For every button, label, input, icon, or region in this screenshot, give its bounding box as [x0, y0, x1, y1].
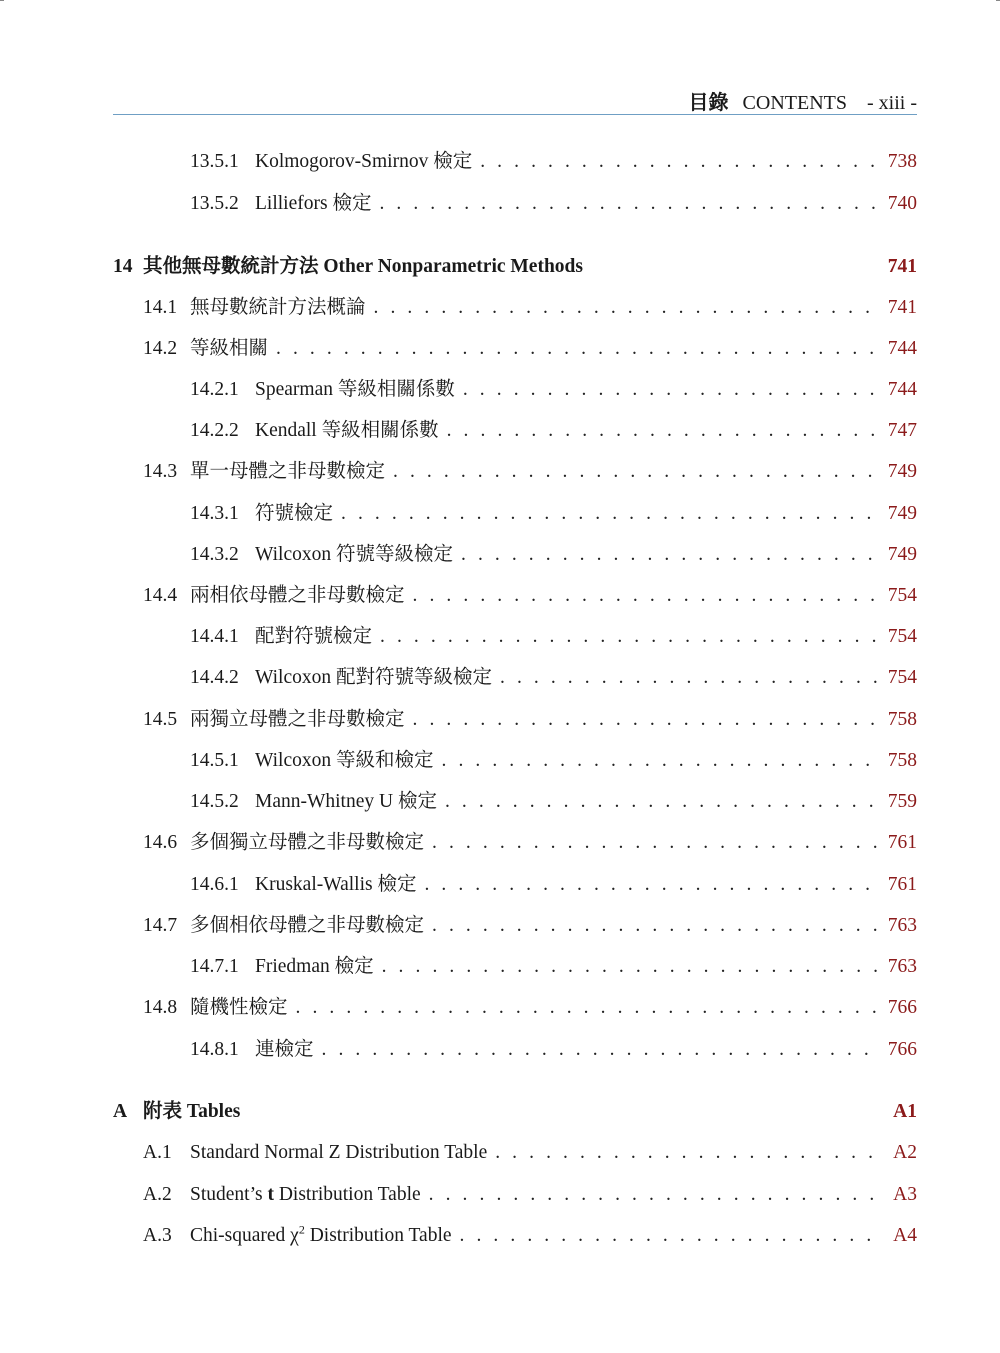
toc-entry-page-link[interactable]: 754	[887, 667, 917, 688]
toc-entry-title: 其他無母數統計方法 Other Nonparametric Methods	[143, 256, 583, 277]
header-chinese-title: 目錄	[688, 92, 729, 114]
toc-section-entry[interactable]	[113, 457, 917, 487]
toc-entry-number: 14	[113, 256, 133, 277]
toc-chapter-entry[interactable]	[113, 1097, 917, 1127]
toc-entry-number: 13.5.1	[190, 151, 239, 172]
toc-section-entry[interactable]	[113, 1035, 917, 1065]
leader-dots	[432, 911, 878, 941]
toc-section-entry[interactable]	[113, 1221, 917, 1251]
toc-section-entry[interactable]	[113, 746, 917, 776]
toc-entry-page-link[interactable]: 744	[887, 338, 917, 359]
toc-section-entry[interactable]	[113, 293, 917, 323]
toc-section-entry[interactable]	[113, 952, 917, 982]
leader-dots	[413, 581, 878, 611]
toc-section-entry[interactable]	[113, 911, 917, 941]
toc-entry-title: Kruskal-Wallis 檢定	[255, 874, 417, 895]
toc-section-entry[interactable]	[113, 787, 917, 817]
toc-entry-page-link[interactable]: 766	[887, 997, 917, 1018]
toc-entry-page-link[interactable]: 749	[887, 544, 917, 565]
toc-entry-number: 14.5.2	[190, 791, 239, 812]
toc-entry-number: 14.6	[143, 832, 178, 853]
leader-dots	[442, 746, 878, 776]
leader-dots	[500, 663, 878, 693]
leader-dots	[445, 787, 878, 817]
toc-entry-title: 兩獨立母體之非母數檢定	[190, 709, 405, 730]
toc-chapter-entry[interactable]	[113, 252, 917, 282]
toc-entry-title: Kendall 等級相關係數	[255, 420, 439, 441]
toc-entry-page-link[interactable]: 761	[887, 832, 917, 853]
toc-entry-title: Wilcoxon 配對符號等級檢定	[255, 667, 492, 688]
toc-entry-number: 14.8.1	[190, 1039, 239, 1060]
leader-dots	[296, 993, 878, 1023]
leader-dots	[276, 334, 878, 364]
leader-dots	[461, 540, 878, 570]
toc-entry-title: Wilcoxon 符號等級檢定	[255, 544, 453, 565]
leader-dots	[463, 375, 878, 405]
toc-entry-number: 14.3.1	[190, 503, 239, 524]
toc-entry-title: Chi-squared $\chi^2$ Distribution Table	[190, 1222, 452, 1246]
leader-dots	[413, 705, 878, 735]
toc-entry-number: A.2	[143, 1184, 172, 1205]
toc-entry-number: 14.4	[143, 585, 178, 606]
leader-dots	[495, 1138, 883, 1168]
toc-section-entry[interactable]	[113, 1138, 917, 1168]
toc-entry-number: 14.5	[143, 709, 178, 730]
toc-entry-number: 14.7.1	[190, 956, 239, 977]
toc-entry-page-link[interactable]: 738	[887, 151, 917, 172]
toc-entry-title: Friedman 檢定	[255, 956, 374, 977]
toc-entry-page-link[interactable]: 758	[887, 709, 917, 730]
toc-entry-title: 等級相關	[190, 338, 269, 359]
leader-dots	[322, 1035, 878, 1065]
toc-entry-number: 14.8	[143, 997, 178, 1018]
leader-dots	[480, 147, 878, 177]
toc-entry-number: 14.3.2	[190, 544, 239, 565]
toc-section-entry[interactable]	[113, 540, 917, 570]
toc-entry-title: 隨機性檢定	[190, 997, 288, 1018]
leader-dots	[379, 189, 877, 219]
toc-entry-number: A.3	[143, 1225, 172, 1246]
toc-entry-page-link[interactable]: 749	[887, 503, 917, 524]
toc-entry-number: 14.7	[143, 915, 178, 936]
leader-dots	[393, 457, 878, 487]
leader-dots	[382, 952, 878, 982]
leader-dots	[447, 416, 878, 446]
toc-entry-page-link[interactable]: 761	[887, 874, 917, 895]
toc-section-entry[interactable]	[113, 705, 917, 735]
leader-dots	[429, 1180, 884, 1210]
toc-entry-page-link[interactable]: A3	[893, 1184, 917, 1205]
toc-entry-page-link[interactable]: 754	[887, 626, 917, 647]
toc-entry-page-link[interactable]: A4	[893, 1225, 917, 1246]
toc-entry-page-link[interactable]: 741	[887, 256, 917, 277]
toc-section-entry[interactable]	[113, 622, 917, 652]
toc-entry-number: 13.5.2	[190, 193, 239, 214]
leader-dots	[460, 1221, 884, 1251]
toc-entry-page-link[interactable]: 766	[887, 1039, 917, 1060]
toc-section-entry[interactable]	[113, 189, 917, 219]
toc-entry-title: Kolmogorov-Smirnov 檢定	[255, 151, 473, 172]
toc-entry-title: 單一母體之非母數檢定	[190, 461, 386, 482]
toc-entry-number: 14.3	[143, 461, 178, 482]
toc-entry-number: 14.6.1	[190, 874, 239, 895]
toc-entry-title: Standard Normal Z Distribution Table	[190, 1142, 488, 1163]
toc-entry-page-link[interactable]: A2	[893, 1142, 917, 1163]
toc-entry-title: Mann-Whitney U 檢定	[255, 791, 437, 812]
toc-section-entry[interactable]	[113, 1180, 917, 1210]
toc-entry-title: 連檢定	[255, 1039, 314, 1060]
toc-entry-page-link[interactable]: A1	[893, 1101, 917, 1122]
toc-entry-number: 14.5.1	[190, 750, 239, 771]
toc-entry-title: 多個相依母體之非母數檢定	[190, 915, 425, 936]
toc-entry-title: 兩相依母體之非母數檢定	[190, 585, 405, 606]
toc-section-entry[interactable]	[113, 375, 917, 405]
toc-entry-page-link[interactable]: 758	[887, 750, 917, 771]
toc-entry-title: Wilcoxon 等級和檢定	[255, 750, 434, 771]
toc-entry-page-link[interactable]: 741	[887, 297, 917, 318]
toc-entry-title: 附表 Tables	[143, 1101, 241, 1122]
toc-entry-page-link[interactable]: 763	[887, 956, 917, 977]
header-english-title: CONTENTS	[742, 92, 847, 114]
toc-entry-title: Lilliefors 檢定	[255, 193, 372, 214]
toc-entry-page-link[interactable]: 740	[887, 193, 917, 214]
toc-entry-number: 14.4.2	[190, 667, 239, 688]
toc-section-entry[interactable]	[113, 663, 917, 693]
toc-entry-page-link[interactable]: 759	[887, 791, 917, 812]
toc-section-entry[interactable]	[113, 870, 917, 900]
toc-entry-title: Student’s t Distribution Table	[190, 1184, 421, 1205]
toc-section-entry[interactable]	[113, 334, 917, 364]
toc-entry-page-link[interactable]: 749	[887, 461, 917, 482]
toc-section-entry[interactable]	[113, 147, 917, 177]
header-page-number: - xiii -	[867, 92, 917, 114]
toc-entry-title: 多個獨立母體之非母數檢定	[190, 832, 425, 853]
toc-entry-number: A	[113, 1101, 128, 1122]
leader-dots	[374, 293, 878, 323]
crop-mark	[0, 0, 4, 1]
toc-entry-title: Spearman 等級相關係數	[255, 379, 455, 400]
leader-dots	[424, 870, 877, 900]
crop-mark	[996, 0, 1000, 1]
running-header	[113, 86, 917, 115]
toc-section-entry[interactable]	[113, 993, 917, 1023]
toc-entry-title: 無母數統計方法概論	[190, 297, 366, 318]
toc-entry-number: A.1	[143, 1142, 172, 1163]
toc-section-entry[interactable]	[113, 828, 917, 858]
toc-section-entry[interactable]	[113, 499, 917, 529]
toc-entry-number: 14.2.2	[190, 420, 239, 441]
leader-dots	[380, 622, 878, 652]
toc-entry-number: 14.1	[143, 297, 178, 318]
toc-entry-page-link[interactable]: 763	[887, 915, 917, 936]
toc-entry-number: 14.2.1	[190, 379, 239, 400]
leader-dots	[341, 499, 878, 529]
leader-dots	[432, 828, 878, 858]
toc-entry-page-link[interactable]: 744	[887, 379, 917, 400]
toc-section-entry[interactable]	[113, 416, 917, 446]
toc-entry-number: 14.4.1	[190, 626, 239, 647]
toc-section-entry[interactable]	[113, 581, 917, 611]
toc-entry-title: 符號檢定	[255, 503, 334, 524]
toc-entry-title: 配對符號檢定	[255, 626, 373, 647]
toc-entry-number: 14.2	[143, 338, 178, 359]
toc-entry-page-link[interactable]: 754	[887, 585, 917, 606]
toc-entry-page-link[interactable]: 747	[887, 420, 917, 441]
